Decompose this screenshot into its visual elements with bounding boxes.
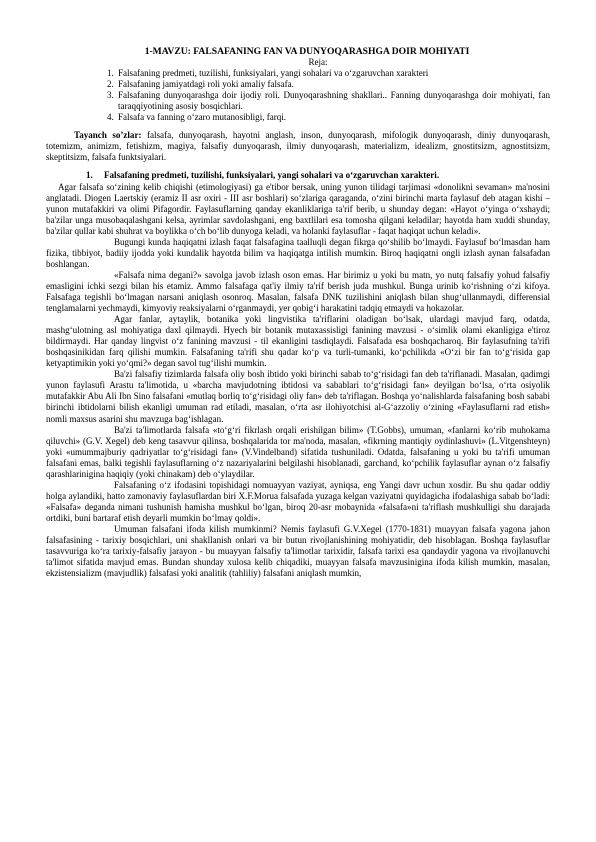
body-paragraph: Ba'zi ta'limotlarda falsafa «to‘g‘ri fikrlash orqali erishilgan bilim» (T.Gobbs), umuman, «fanlarni ko‘rib muhokama qiluvchi» (G.V. Xegel) deb keng tasavvur qilinsa, boshqalarida tor ma'noda, masalan, «fikrning mantiqiy oydinlashuvi» (L.Vitgenshteyn) yoki «umummajburiy qadriyatlar to‘g‘risidagi fan» (V.Vindelband) sifatida tushuniladi. Odatda, falsafaning u yoki bu ta'rifi umuman falsafani emas, balki tegishli faylasuflarning o‘z nazariyalarini belgilashi hisoblanadi, garchand, ko‘pchilik faylasuflar aynan o‘z falsafiy qarashlarinigina haqiqiy (yoki chinakam) deb o‘ylaydilar. <box>46 424 550 479</box>
document-page <box>46 46 550 579</box>
page-title: 1-MAVZU: FALSAFANING FAN VA DUNYOQARASHGA DOIR MOHIYATI <box>144 46 470 57</box>
plan-list <box>46 68 550 123</box>
plan-item: 1. Falsafaning predmeti, tuzilishi, funksiyalari, yangi sohalari va o‘zgaruvchan xarakteri <box>116 68 550 79</box>
plan-item: 4. Falsafa va fanning o‘zaro mutanosibligi, farqi. <box>116 112 550 123</box>
keywords-label: Tayanch so’zlar: <box>74 130 142 141</box>
body-paragraph: Ba'zi falsafiy tizimlarda falsafa oliy bosh ibtido yoki birinchi sabab to‘g‘risidagi fan deb ta'riflanadi. Masalan, qadimgi yunon faylasufi Arastu ta'limotida, u «barcha mavjudotning ibtidosi va sabablari to‘g‘risidagi fan» deyilgan bo‘lsa, o‘rta osiyolik mutafakkir Abu Ali Ibn Sino falsafani «mutlaq borliq to‘g‘risidagi oliy fan» deb ta'riflagan. Boshqa yo‘nalishlarda falsafaning bosh sababi birinchi ibtidolarni bilish ekanligi umuman rad etiladi, masalan, o‘rta asr ilohiyotchisi al-G‘azzoliy o‘zining «Faylasuflarni rad etish» nomli maxsus asarini shu mavzuga bag‘ishlagan. <box>46 369 550 424</box>
keywords-text: falsafa, dunyoqarash, hayotni anglash, inson, dunyoqarash, mifologik dunyoqarash, diniy dunyoqarash, totemizm, animizm, fetishizm, magiya, falsafiy dunyoqarash, ilmiy dunyoqarash, materializm, idealizm, gnostitsizm, agnostitsizm, skeptitsizm, falsafa funktsiyalari. <box>46 130 550 163</box>
section-number: 1. <box>86 170 93 181</box>
body-paragraph: Bugungi kunda haqiqatni izlash faqat falsafagina taalluqli degan fikrga qo‘shilib bo‘lmaydi. Faylasuf bo‘lmasdan ham fizika, tibbiyot, badiiy ijodda yoki kundalik hayotda bilim va haqiqatga intilish mumkin. Biroq haqiqatni ongli izlash aynan falsafadan boshlangan. <box>46 236 550 269</box>
plan-item: 2. Falsafaning jamiyatdagi roli yoki amaliy falsafa. <box>116 79 550 90</box>
plan-label: Reja: <box>308 57 328 68</box>
body-paragraph: Agar fanlar, aytaylik, botanika yoki lingvistika ta'riflarini oladigan bo‘lsak, ulardagi mavjud farq, odatda, mashg‘ulotning asl mohiyatiga daxl qilmaydi. Hyech bir botanik mutaxassisligi fanining mavzusi - o‘simlik olami ekanligiga e'tiroz bildirmaydi. Har qanday lingvist o‘z fanining mavzusi - til ekanligini tasdiqlaydi. Falsafada esa boshqacharoq. Bir faylasufning ta'rifi boshqasinikidan farq qilishi mumkin. Falsafaning ta'rifi shu qadar ko‘p va turli-tumanki, ko‘pchilikda «O‘zi bir fan to‘g‘risida gap ketyaptimikin yoki yo‘qmi?» degan savol tug‘ilishi mumkin. <box>46 314 550 369</box>
body-paragraph: Agar falsafa so‘zining kelib chiqishi (etimologiyasi) ga e'tibor bersak, uning yunon tilidagi tarjimasi «donolikni sevaman» ma'nosini anglatadi. Diogen Laertskiy (eramiz II asr oxiri - III asr boshlari) so‘zlariga qaraganda, o‘zini birinchi marta faylasuf deb atagan kishi – yunon mutafakkiri va olimi Pifagordir. Faylasuflarning qanday ekanliklariga ta'rif berib, u shunday degan: «Hayot o‘yinga o‘xshaydi; ba'zilar unga musobaqalashgani kelsa, ayrimlar savdolashgani, eng baxtlilari esa tomosha qilgani keladilar; hayotda ham xuddi shunday, ba'zilar qullar kabi shuhrat va boylikka o‘ch bo‘lib dunyoga keladi, va holanki faylasuflar - faqat haqiqat uchun keladi». <box>46 181 550 236</box>
body-paragraph: Umuman falsafani ifoda kilish mumkinmi? Nemis faylasufi G.V.Xegel (1770-1831) muayyan falsafa yagona jahon falsafasining - tarixiy bosqichlari, uni shakllanish onlari va bir butun rivojlanishining mohiyatidir, deb hisoblagan. Boshqa faylasuflar tasavvuriga ko‘ra tarixiy-falsafiy jarayon - bu muayyan falsafiy ta'limotlar tarixidir, falsafa tarixi esa qandaydir yagona va rivojlanuvchi ta'limot sifatida mavjud emas. Bundan shunday xulosa kelib chiqadiki, muayyan falsafa mavzusinigina ifoda kilish mumkin, masalan, ekzistensializm (mavjudlik) falsafasi yoki analitik (tahliliy) falsafani aniqlash mumkin, <box>46 523 550 579</box>
section-heading <box>46 170 550 181</box>
section-title: Falsafaning predmeti, tuzilishi, funksiyalari, yangi sohalari va o‘zgaruvchan xarakteri. <box>104 170 440 181</box>
body-paragraph: Falsafaning o‘z ifodasini topishidagi nomuayyan vaziyat, ayniqsa, eng Yangi davr uchun xosdir. Bu shu qadar oddiy holga aylandiki, hatto zamonaviy faylasuflardan biri X.F.Morua falsafada yuzaga kelgan vaziyatni quyidagicha ifodalashiga sabab bo‘ladi: «Falsafa» deganda nimani tushunish hamisha mushkul bo‘lgan, biroq 20-asr mobaynida «falsafa»ni ta'riflash mushkulligi shu darajada ortdiki, buni bartaraf etish deyarli mumkin bo‘lmay qoldi». <box>46 479 550 523</box>
body-paragraph: «Falsafa nima degani?» savolga javob izlash oson emas. Har birimiz u yoki bu matn, yo nutq falsafiy yohud falsafiy emasligini ichki sezgi bilan his etamiz. Ammo falsafaga qat'iy ilmiy ta'rif berish juda mushkul. Bunga urinib ko‘rishning o‘zi kifoya. Falsafaga tegishli bo‘lmagan narsani aniqlash osonroq. Masalan, falsafa DNK tuzilishini aniqlash bilan shug‘ullanmaydi, differensial tenglamalarni yechmaydi, kimyoviy reaksiyalarni o‘rganmaydi, yer qobig‘i harakatini tadqiq etmaydi va hokazolar. <box>46 269 550 314</box>
keywords-paragraph <box>46 130 550 163</box>
plan-item: 3. Falsafaning dunyoqarashga doir ijodiy roli. Dunyoqarashning shakllari.. Fanning dunyoqarashga doir mohiyati, fan taraqqiyotining asosiy bosqichlari. <box>116 90 550 112</box>
